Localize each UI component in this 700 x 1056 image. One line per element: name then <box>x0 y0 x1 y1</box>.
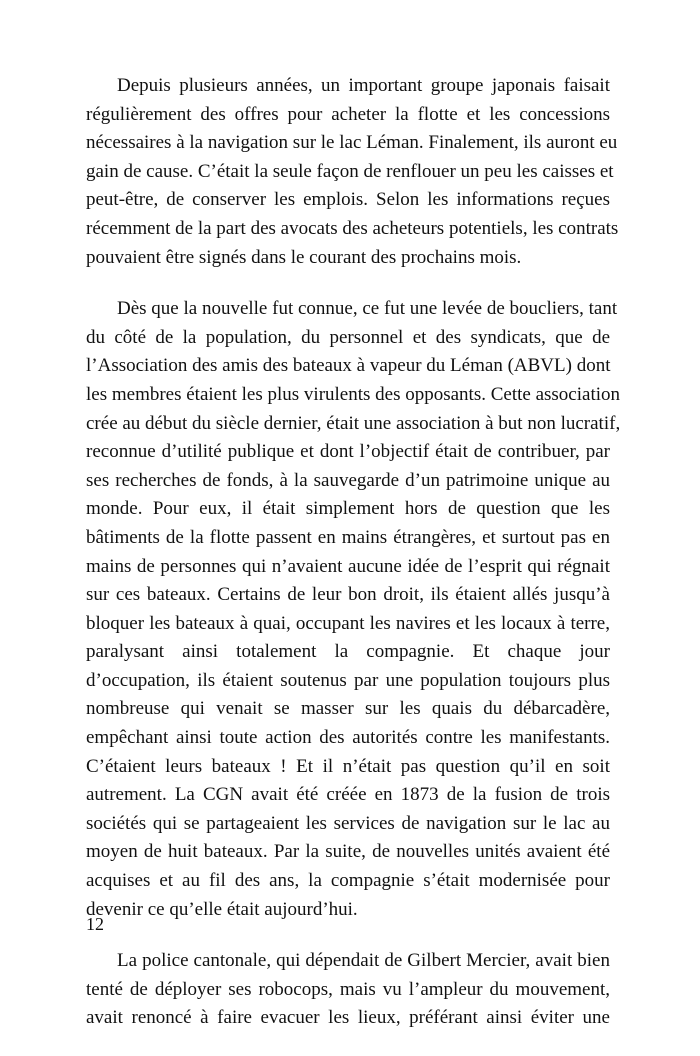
text-line: empêchant ainsi toute action des autorités contre les manifestants. <box>86 727 610 749</box>
text-line: Depuis plusieurs années, un important groupe japonais faisait <box>117 75 610 96</box>
text-line: ses recherches de fonds, à la sauvegarde d’un patrimoine unique au <box>86 469 610 491</box>
text-line: autrement. La CGN avait été créée en 1873 de la fusion de trois <box>86 784 610 806</box>
text-line: bloquer les bateaux à quai, occupant les navires et les locaux à terre, <box>86 612 610 634</box>
text-line: monde. Pour eux, il était simplement hors de question que les <box>86 498 610 520</box>
text-line: mains de personnes qui n’avaient aucune idée de l’esprit qui régnait <box>86 555 610 577</box>
text-line: paralysant ainsi totalement la compagnie. Et chaque jour <box>86 641 610 663</box>
text-line: les membres étaient les plus virulents des opposants. Cette association <box>86 383 621 405</box>
paragraph <box>86 72 619 272</box>
text-line: bâtiments de la flotte passent en mains étrangères, et surtout pas en <box>86 526 610 548</box>
text-line: acquises et au fil des ans, la compagnie s’était modernisée pour <box>86 870 610 892</box>
text-line: nécessaires à la navigation sur le lac Léman. Finalement, ils auront eu <box>86 132 618 154</box>
text-line: Dès que la nouvelle fut connue, ce fut une levée de boucliers, tant <box>117 298 618 320</box>
text-line: La police cantonale, qui dépendait de Gilbert Mercier, avait bien <box>117 950 610 972</box>
text-line: nombreuse qui venait se masser sur les quais du débarcadère, <box>86 698 610 720</box>
text-line: avait renoncé à faire evacuer les lieux, préférant ainsi éviter une <box>86 1007 610 1029</box>
text-line: devenir ce qu’elle était aujourd’hui. <box>86 898 358 920</box>
paragraph <box>86 295 621 924</box>
text-line: sociétés qui se partageaient les services de navigation sur le lac au <box>86 812 610 834</box>
page-body <box>86 72 621 1056</box>
text-line: moyen de huit bateaux. Par la suite, de nouvelles unités avaient été <box>86 841 610 863</box>
paragraph <box>86 947 610 1033</box>
page-number: 12 <box>86 914 104 934</box>
text-line: récemment de la part des avocats des acheteurs potentiels, les contrats <box>86 217 619 239</box>
text-line: crée au début du siècle dernier, était une association à but non lucratif, <box>86 412 621 434</box>
text-line: C’étaient leurs bateaux ! Et il n’était pas question qu’il en soit <box>86 755 610 777</box>
text-line: peut-être, de conserver les emplois. Selon les informations reçues <box>86 189 610 211</box>
text-line: reconnue d’utilité publique et dont l’objectif était de contribuer, par <box>86 441 610 463</box>
text-line: l’Association des amis des bateaux à vapeur du Léman (ABVL) dont <box>86 355 611 377</box>
text-line: sur ces bateaux. Certains de leur bon droit, ils étaient allés jusqu’à <box>86 584 610 606</box>
text-line: tenté de déployer ses robocops, mais vu l’ampleur du mouvement, <box>86 978 610 1000</box>
text-line: régulièrement des offres pour acheter la flotte et les concessions <box>86 103 610 125</box>
text-line: pouvaient être signés dans le courant des prochains mois. <box>86 246 522 268</box>
text-line: du côté de la population, du personnel et des syndicats, que de <box>86 326 610 348</box>
text-line: gain de cause. C’était la seule façon de renflouer un peu les caisses et <box>86 160 614 182</box>
text-line: d’occupation, ils étaient soutenus par une population toujours plus <box>86 669 610 691</box>
